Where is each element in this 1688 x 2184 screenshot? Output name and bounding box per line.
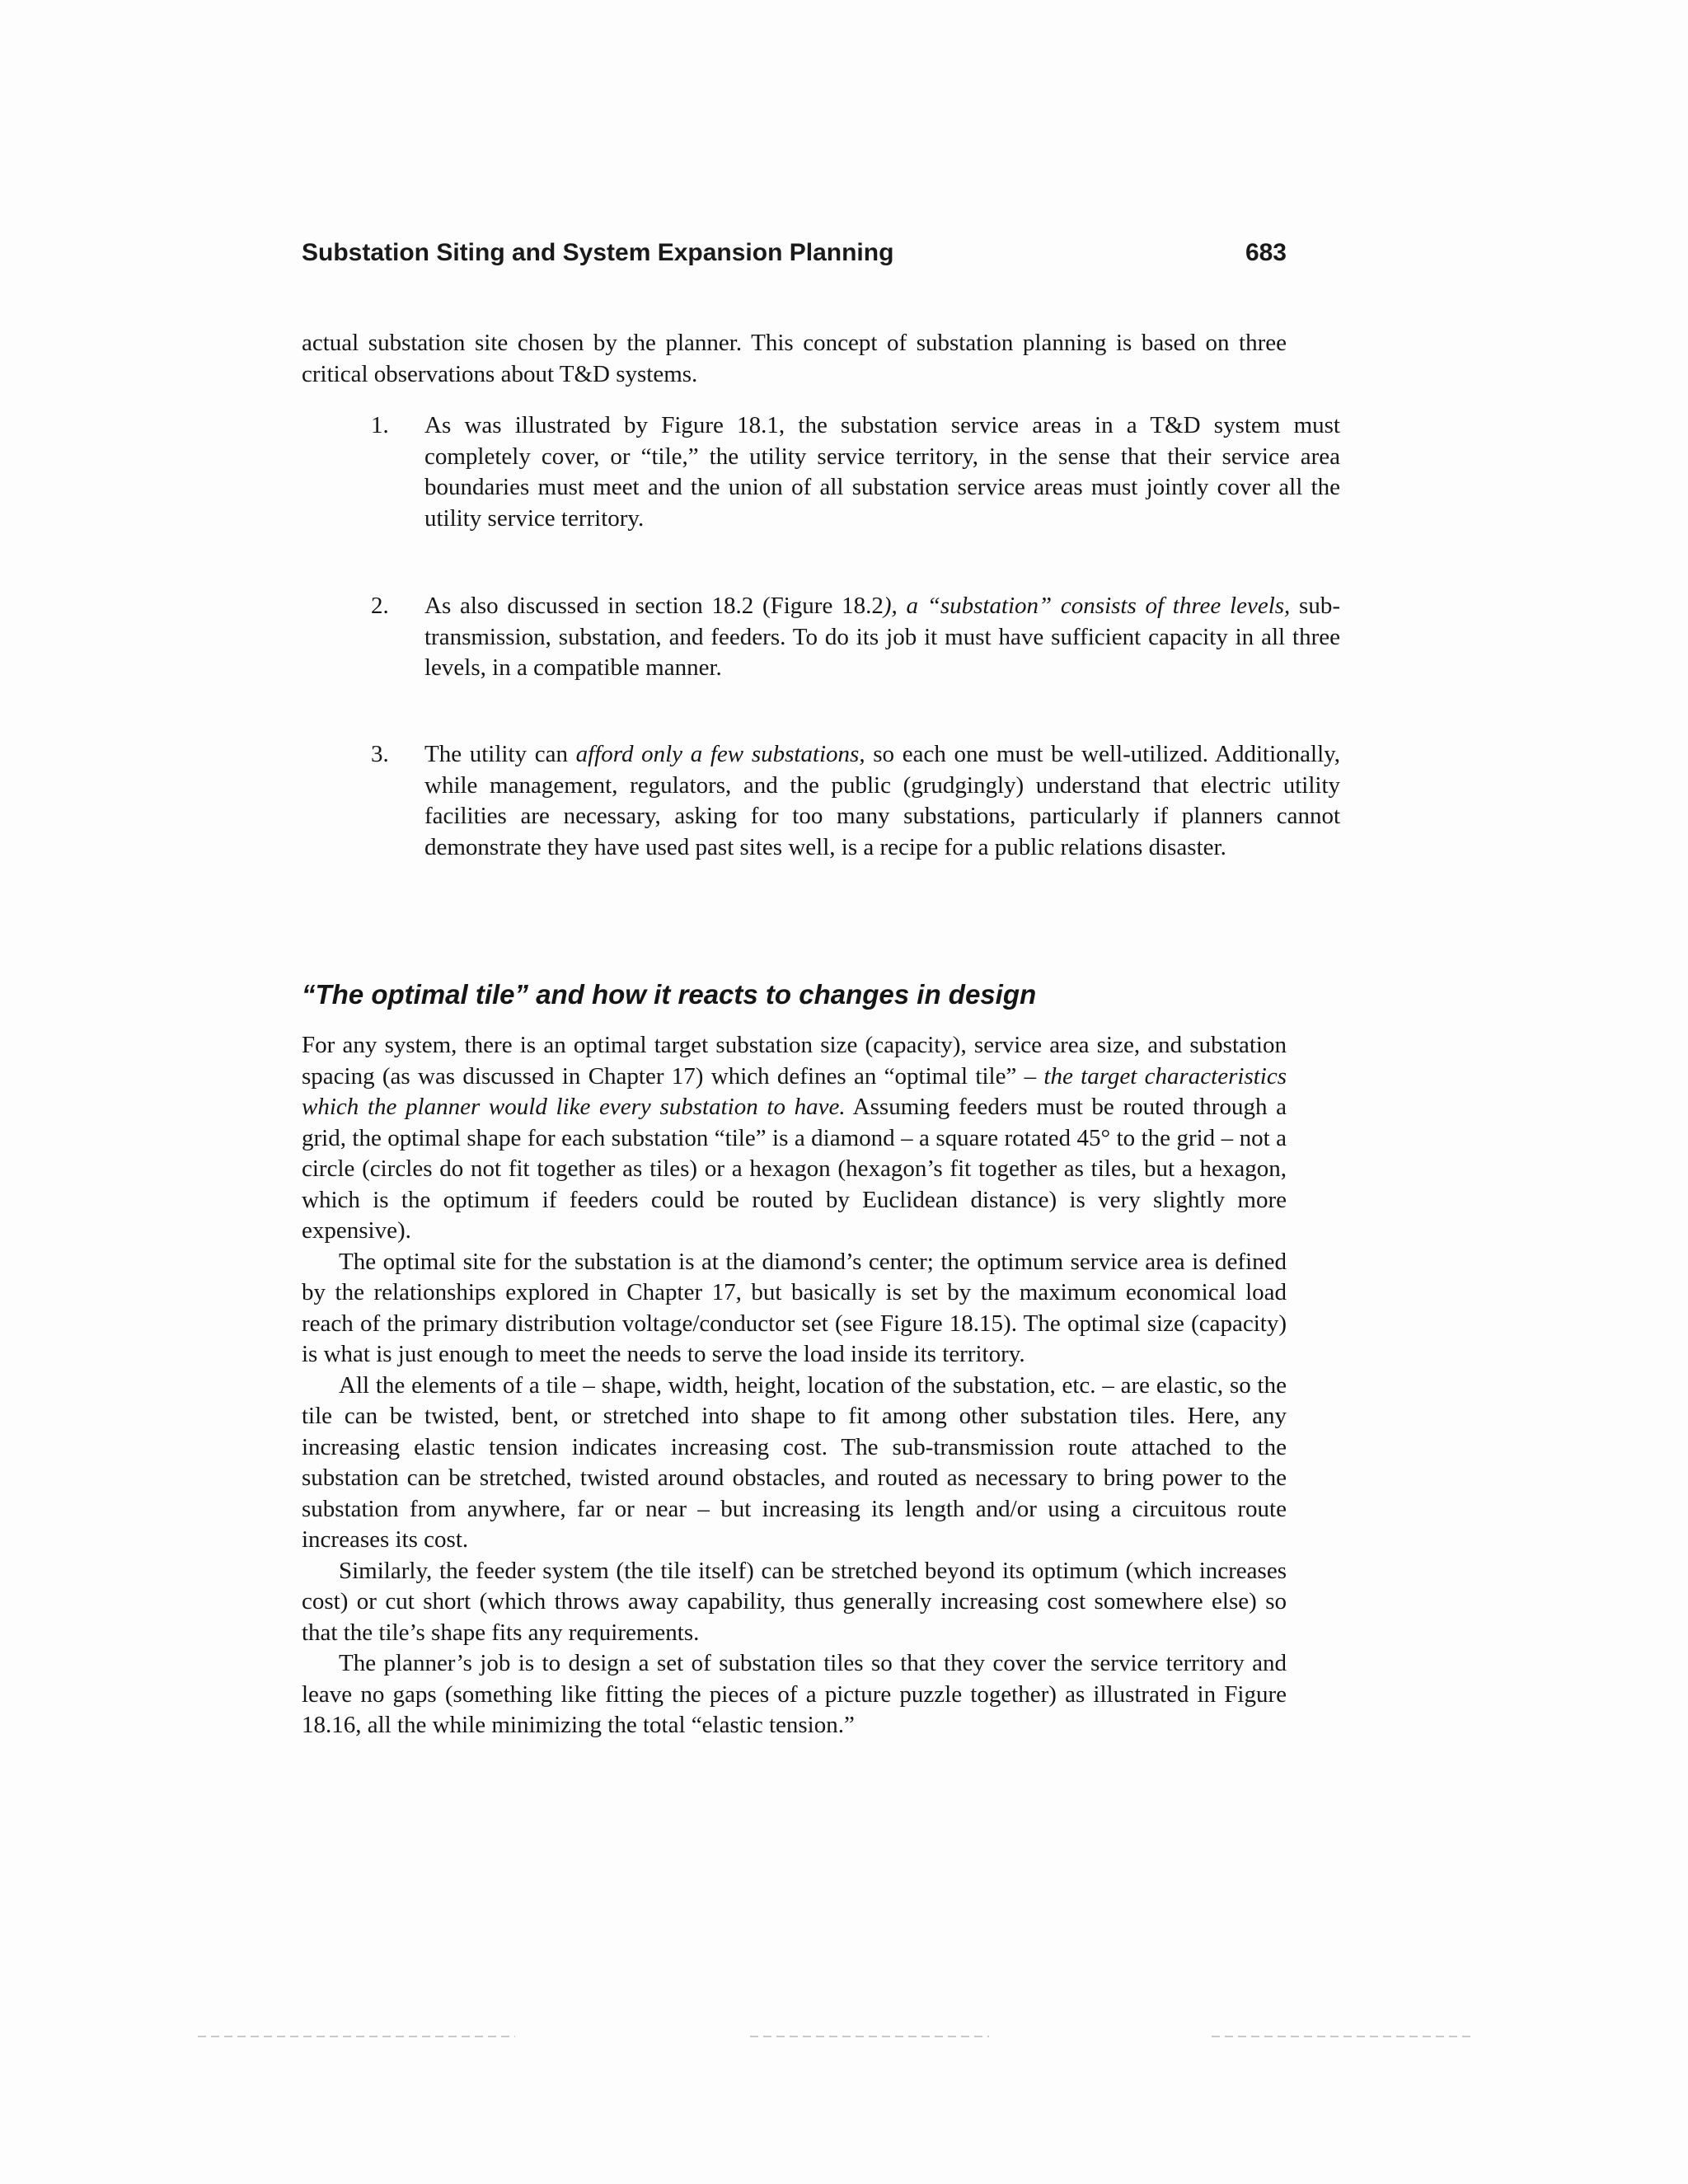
running-title: Substation Siting and System Expansion Planning bbox=[302, 239, 894, 266]
paragraph-text: Assuming feeders must be routed through a grid, the optimal shape for each substation “tile” is a diamond – a square rotated 45° to the grid – not a circle (circles do not fit together as tiles) or a hexagon (hexagon’s fit together as tiles, but a hexagon, which is the optimum if feeders could be routed by Euclidean distance) is very slightly more expensive). bbox=[302, 1094, 1287, 1244]
paragraph bbox=[302, 1030, 1287, 1247]
scan-artifact bbox=[198, 2036, 515, 2037]
paragraph: The planner’s job is to design a set of substation tiles so that they cover the service territory and leave no gaps (something like fitting the pieces of a picture puzzle together) as illustrated in Figure 18.16, all the while minimizing the total “elastic tension.” bbox=[302, 1650, 1287, 1738]
scan-artifact bbox=[1212, 2036, 1471, 2037]
list-item bbox=[371, 739, 1340, 863]
list-item-text-start: The utility can bbox=[424, 741, 576, 767]
intro-text: actual substation site chosen by the planner. This concept of substation planning is based on three critical observations about T&D systems. bbox=[302, 330, 1287, 387]
page-number: 683 bbox=[1245, 239, 1287, 266]
paragraph-italic-text: the target characteristics which the planner would like every substation to have. bbox=[302, 1062, 1287, 1120]
list-item-text-end: so each one must be well-utilized. Additionally, while management, regulators, and the public (grudgingly) understand that electric utility facilities are necessary, asking for too many substations, particularly if planners cannot demonstrate they have used past sites well, is a recipe for a public relations disaster. bbox=[424, 741, 1340, 860]
paragraph: All the elements of a tile – shape, width, height, location of the substation, etc. – are elastic, so the tile can be twisted, bent, or stretched into shape to fit among other substation tiles. Here, any increasing elastic tension indicates increasing cost. The sub-transmission route attached to the substation can be stretched, twisted around obstacles, and routed as necessary to bring power to the substation from anywhere, far or near – but increasing its length and/or using a circuitous route increases its cost. bbox=[302, 1371, 1287, 1553]
paragraph: Similarly, the feeder system (the tile itself) can be stretched beyond its optimum (which increases cost) or cut short (which throws away capability, thus generally increasing cost somewhere else) so that the tile’s shape fits any requirements. bbox=[302, 1557, 1287, 1646]
list-item-number: 3. bbox=[371, 741, 389, 767]
list-item-text-italic: afford only a few substations, bbox=[575, 741, 865, 767]
list-item bbox=[371, 410, 1340, 534]
list-item-text-italic: ), a “substation” consists of three levels, bbox=[883, 593, 1291, 619]
intro-paragraph bbox=[302, 328, 1287, 390]
page-header bbox=[302, 239, 1287, 280]
scan-artifact bbox=[750, 2036, 989, 2037]
paragraph-text: For any system, there is an optimal target substation size (capacity), service area size, and substation spacing (as was discussed in Chapter 17) which defines an “optimal tile” – bbox=[302, 1032, 1287, 1090]
section-heading: “The optimal tile” and how it reacts to changes in design bbox=[302, 979, 1037, 1010]
paragraph: The optimal site for the substation is at the diamond’s center; the optimum service area is defined by the relationships explored in Chapter 17, but basically is set by the maximum economical load reach of the primary distribution voltage/conductor set (see Figure 18.15). The optimal size (capacity) is what is just enough to meet the needs to serve the load inside its territory. bbox=[302, 1248, 1287, 1367]
list-item bbox=[371, 591, 1340, 684]
list-item-number: 1. bbox=[371, 412, 389, 438]
list-item-text: As was illustrated by Figure 18.1, the substation service areas in a T&D system must completely cover, or “tile,” the utility service territory, in the sense that their service area boundaries must meet and the union of all substation service areas must jointly cover all the utility service territory. bbox=[424, 412, 1340, 532]
list-item-text-start: As also discussed in section 18.2 (Figure 18.2 bbox=[424, 593, 884, 619]
list-item-text-end: sub-transmission, substation, and feeders. To do its job it must have sufficient capacity in all three levels, in a compatible manner. bbox=[424, 593, 1340, 681]
section-body bbox=[302, 1030, 1287, 1741]
list-item-number: 2. bbox=[371, 593, 389, 619]
